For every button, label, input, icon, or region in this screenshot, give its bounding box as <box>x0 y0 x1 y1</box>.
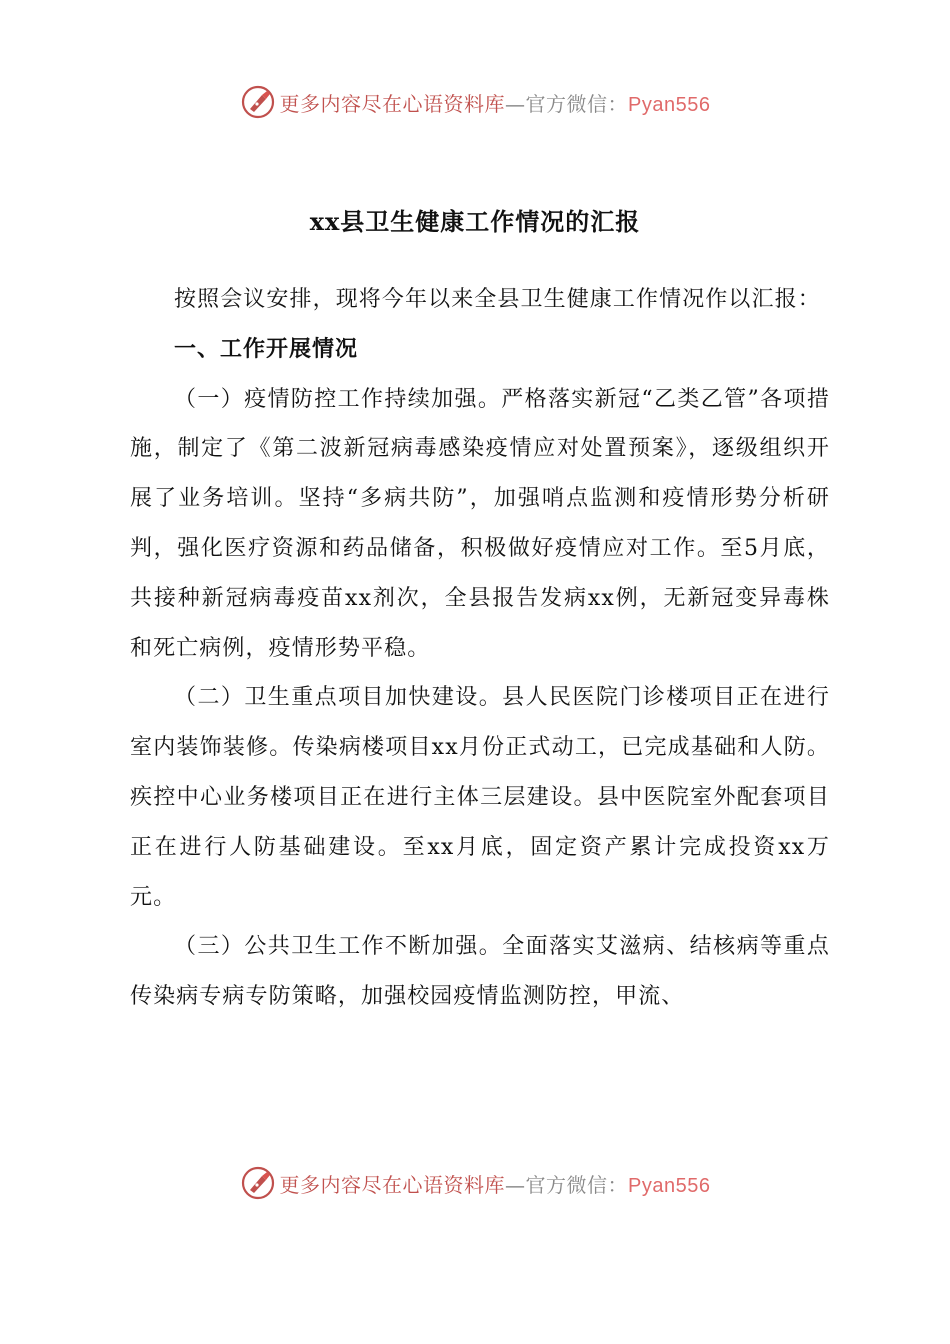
watermark-text <box>280 1169 711 1198</box>
document-body <box>130 275 830 1022</box>
watermark-brand: 更多内容尽在心语资料库 <box>279 1172 506 1197</box>
watermark-wechat-id: Pyan556 <box>628 93 711 116</box>
pen-nib-logo-icon <box>240 1165 276 1201</box>
pen-nib-logo-icon <box>240 84 276 120</box>
document-title: xx县卫生健康工作情况的汇报 <box>309 207 641 236</box>
watermark-text <box>280 88 711 117</box>
section-heading: 一、工作开展情况 <box>174 335 359 362</box>
watermark-wechat-id: Pyan556 <box>628 1174 711 1197</box>
watermark-brand: 更多内容尽在心语资料库 <box>279 91 506 116</box>
watermark-header <box>0 82 950 122</box>
intro-paragraph: 按照会议安排，现将今年以来全县卫生健康工作情况作以汇报： <box>174 287 821 312</box>
paragraph-public-health: （三）公共卫生工作不断加强。全面落实艾滋病、结核病等重点传染病专病专防策略，加强校园疫情监测防控，甲流、 <box>130 934 830 1010</box>
watermark-separator: — <box>505 1172 526 1197</box>
paragraph-key-projects: （二）卫生重点项目加快建设。县人民医院门诊楼项目正在进行室内装饰装修。传染病楼项目xx月份正式动工，已完成基础和人防。疾控中心业务楼项目正在进行主体三层建设。县中医院室外配套项目正在进行人防基础建设。至xx月底，固定资产累计完成投资xx万元。 <box>130 685 830 910</box>
watermark-footer <box>0 1163 950 1203</box>
paragraph-epidemic-control: （一）疫情防控工作持续加强。严格落实新冠“乙类乙管”各项措施，制定了《第二波新冠病毒感染疫情应对处置预案》，逐级组织开展了业务培训。坚持“多病共防”，加强哨点监测和疫情形势分析研判，强化医疗资源和药品储备，积极做好疫情应对工作。至5月底，共接种新冠病毒疫苗xx剂次，全县报告发病xx例，无新冠变异毒株和死亡病例，疫情形势平稳。 <box>130 386 830 661</box>
watermark-label: 官方微信： <box>525 91 629 116</box>
watermark-label: 官方微信： <box>525 1172 629 1197</box>
watermark-separator: — <box>505 91 526 116</box>
